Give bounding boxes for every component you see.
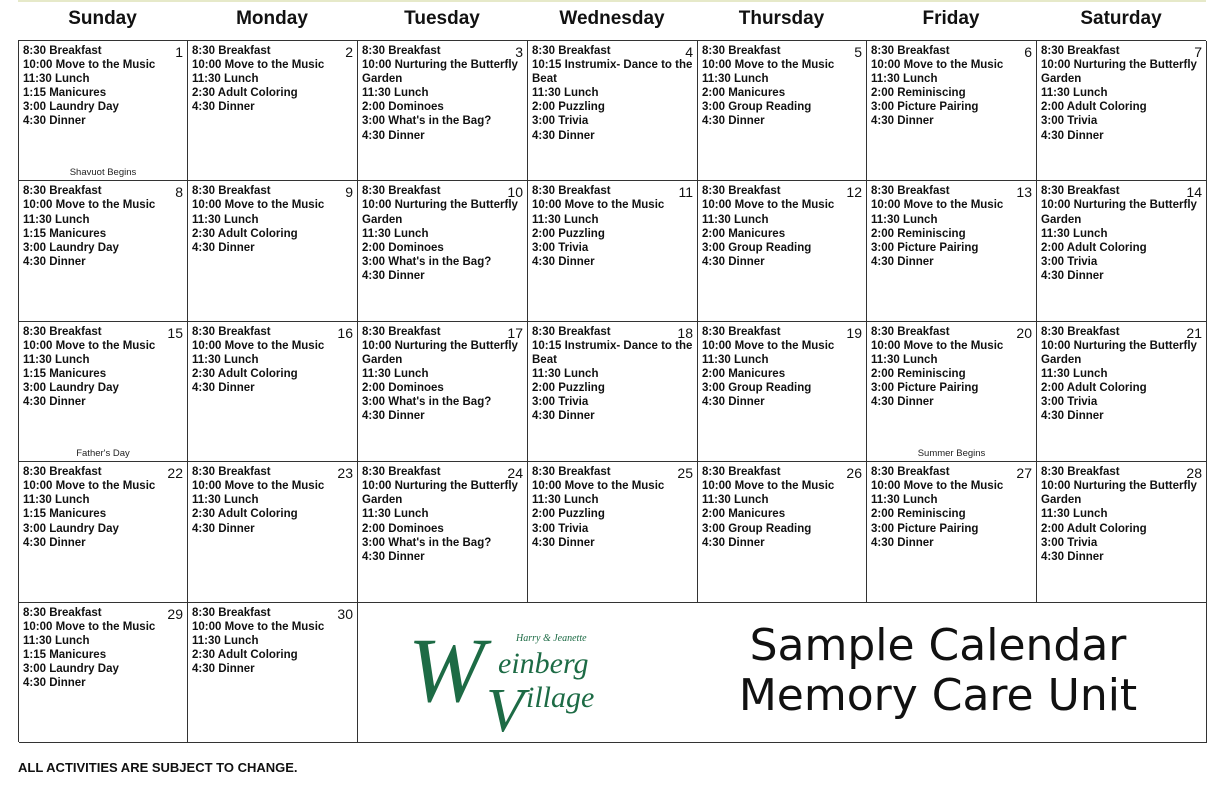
date-number: 22 bbox=[167, 465, 183, 482]
activity-item: 11:30 Lunch bbox=[23, 213, 90, 226]
activity-item: 4:30 Dinner bbox=[702, 396, 765, 409]
date-number: 13 bbox=[1016, 184, 1032, 201]
activity-item: 4:30 Dinner bbox=[702, 255, 765, 268]
activity-item: 2:00 Manicures bbox=[702, 87, 786, 100]
activity-item: 1:15 Manicures bbox=[23, 87, 107, 100]
logo-village: illage bbox=[526, 680, 595, 714]
activity-item: 10:00 Move to the Music bbox=[192, 199, 325, 212]
activity-item: 11:30 Lunch bbox=[362, 227, 429, 240]
activity-item: 3:00 Trivia bbox=[1041, 536, 1098, 549]
activity-item: 10:00 Move to the Music bbox=[871, 59, 1004, 72]
activity-item: 10:00 Move to the Music bbox=[702, 59, 835, 72]
activity-item: 3:00 Trivia bbox=[532, 522, 589, 535]
calendar-title bbox=[658, 621, 1218, 721]
activity-item: 2:00 Reminiscing bbox=[871, 87, 966, 100]
activity-item: 8:30 Breakfast bbox=[1041, 45, 1120, 57]
activity-item: 11:30 Lunch bbox=[1041, 87, 1108, 100]
date-number: 29 bbox=[167, 605, 183, 622]
day-friday: Friday bbox=[922, 8, 980, 29]
activity-item: 4:30 Dinner bbox=[362, 269, 425, 282]
weekday-header bbox=[18, 4, 1206, 38]
activity-item: 8:30 Breakfast bbox=[362, 185, 441, 198]
day-cell bbox=[528, 322, 698, 462]
activity-item: 11:30 Lunch bbox=[871, 73, 938, 86]
activity-item: 11:30 Lunch bbox=[192, 213, 259, 226]
activity-item: 8:30 Breakfast bbox=[532, 466, 611, 479]
activity-item: 11:30 Lunch bbox=[871, 494, 938, 507]
activity-item: 3:00 Trivia bbox=[1041, 396, 1098, 409]
calendar-grid bbox=[18, 40, 1206, 742]
day-cell bbox=[188, 41, 358, 181]
activity-item: 10:00 Move to the Music bbox=[532, 480, 665, 493]
date-number: 30 bbox=[337, 605, 353, 622]
calendar-banner bbox=[358, 603, 1207, 743]
date-number: 12 bbox=[846, 184, 862, 201]
activity-item: 4:30 Dinner bbox=[23, 115, 86, 128]
day-cell bbox=[867, 41, 1037, 181]
activity-item: 4:30 Dinner bbox=[702, 115, 765, 128]
activity-item: 8:30 Breakfast bbox=[702, 45, 781, 57]
activity-item: 10:00 Nurturing the Butterfly Garden bbox=[362, 480, 518, 507]
activity-item: 3:00 Group Reading bbox=[702, 382, 812, 395]
date-number: 23 bbox=[337, 465, 353, 482]
day-cell bbox=[19, 603, 188, 743]
activity-item: 2:00 Reminiscing bbox=[871, 508, 966, 521]
day-cell bbox=[698, 322, 867, 462]
activity-item: 2:00 Dominoes bbox=[362, 101, 444, 114]
day-cell bbox=[528, 462, 698, 602]
day-cell bbox=[1037, 41, 1207, 181]
date-number: 19 bbox=[846, 324, 862, 341]
activity-item: 4:30 Dinner bbox=[1041, 410, 1104, 423]
activity-item: 10:00 Move to the Music bbox=[192, 620, 325, 633]
activity-item: 8:30 Breakfast bbox=[23, 185, 102, 198]
activity-item: 11:30 Lunch bbox=[23, 73, 90, 86]
activity-item: 10:00 Move to the Music bbox=[192, 59, 325, 72]
activity-item: 11:30 Lunch bbox=[532, 368, 599, 381]
day-cell bbox=[528, 41, 698, 181]
activity-item: 4:30 Dinner bbox=[23, 396, 86, 409]
day-cell bbox=[19, 462, 188, 602]
activity-item: 11:30 Lunch bbox=[192, 634, 259, 647]
activity-item: 10:00 Move to the Music bbox=[702, 339, 835, 352]
activity-item: 11:30 Lunch bbox=[532, 494, 599, 507]
footer-disclaimer: ALL ACTIVITIES ARE SUBJECT TO CHANGE. bbox=[18, 760, 298, 775]
activity-item: 10:00 Nurturing the Butterfly Garden bbox=[362, 199, 518, 226]
activity-item: 10:00 Move to the Music bbox=[192, 480, 325, 493]
date-number: 2 bbox=[345, 44, 353, 60]
activity-item: 3:00 Picture Pairing bbox=[871, 522, 979, 535]
activity-item: 10:00 Nurturing the Butterfly Garden bbox=[1041, 59, 1197, 86]
activity-item: 8:30 Breakfast bbox=[702, 325, 781, 338]
day-saturday: Saturday bbox=[1080, 8, 1162, 29]
holiday-note: Summer Begins bbox=[917, 448, 986, 460]
date-number: 24 bbox=[507, 465, 523, 482]
day-cell bbox=[867, 322, 1037, 462]
activity-item: 3:00 Group Reading bbox=[702, 101, 812, 114]
activity-item: 4:30 Dinner bbox=[362, 410, 425, 423]
day-wednesday: Wednesday bbox=[559, 8, 665, 29]
activity-item: 3:00 Trivia bbox=[532, 115, 589, 128]
activity-item: 8:30 Breakfast bbox=[362, 45, 441, 57]
activity-item: 2:00 Dominoes bbox=[362, 382, 444, 395]
activity-item: 11:30 Lunch bbox=[362, 508, 429, 521]
activity-item: 3:00 What's in the Bag? bbox=[362, 536, 492, 549]
activity-item: 8:30 Breakfast bbox=[532, 185, 611, 198]
activity-item: 10:00 Move to the Music bbox=[871, 339, 1004, 352]
activity-item: 4:30 Dinner bbox=[362, 550, 425, 563]
activity-item: 8:30 Breakfast bbox=[23, 45, 102, 57]
title-line-1: Sample Calendar bbox=[749, 619, 1127, 671]
activity-item: 3:00 Laundry Day bbox=[23, 662, 119, 675]
activity-item: 3:00 Group Reading bbox=[702, 522, 812, 535]
activity-item: 10:00 Move to the Music bbox=[23, 480, 156, 493]
activity-item: 11:30 Lunch bbox=[23, 634, 90, 647]
day-cell bbox=[19, 41, 188, 181]
activity-item: 10:00 Nurturing the Butterfly Garden bbox=[362, 59, 518, 86]
activity-item: 3:00 Trivia bbox=[532, 241, 589, 254]
activity-item: 4:30 Dinner bbox=[23, 677, 86, 690]
activity-item: 10:15 Instrumix- Dance to the Beat bbox=[532, 339, 693, 366]
activity-item: 4:30 Dinner bbox=[871, 115, 934, 128]
weinberg-village-logo bbox=[398, 611, 608, 739]
activity-item: 2:30 Adult Coloring bbox=[192, 508, 298, 521]
activity-item: 11:30 Lunch bbox=[1041, 227, 1108, 240]
activity-item: 2:30 Adult Coloring bbox=[192, 87, 298, 100]
activity-item: 8:30 Breakfast bbox=[871, 466, 950, 479]
activity-item: 8:30 Breakfast bbox=[702, 185, 781, 198]
activity-item: 2:00 Adult Coloring bbox=[1041, 241, 1147, 254]
activity-item: 3:00 What's in the Bag? bbox=[362, 115, 492, 128]
activity-item: 4:30 Dinner bbox=[532, 536, 595, 549]
day-cell bbox=[19, 322, 188, 462]
day-cell bbox=[698, 41, 867, 181]
day-cell bbox=[698, 181, 867, 321]
activity-item: 3:00 Trivia bbox=[1041, 115, 1098, 128]
activity-item: 4:30 Dinner bbox=[1041, 269, 1104, 282]
activity-item: 4:30 Dinner bbox=[871, 396, 934, 409]
activity-item: 8:30 Breakfast bbox=[1041, 325, 1120, 338]
activity-item: 11:30 Lunch bbox=[871, 353, 938, 366]
activity-item: 8:30 Breakfast bbox=[871, 45, 950, 57]
activity-item: 3:00 Trivia bbox=[532, 396, 589, 409]
activity-item: 4:30 Dinner bbox=[192, 382, 255, 395]
date-number: 20 bbox=[1016, 324, 1032, 341]
activity-item: 2:00 Puzzling bbox=[532, 508, 605, 521]
date-number: 4 bbox=[685, 44, 693, 60]
activity-item: 2:30 Adult Coloring bbox=[192, 648, 298, 661]
activity-item: 4:30 Dinner bbox=[871, 536, 934, 549]
activity-item: 3:00 Laundry Day bbox=[23, 241, 119, 254]
activity-item: 8:30 Breakfast bbox=[871, 325, 950, 338]
activity-item: 4:30 Dinner bbox=[532, 255, 595, 268]
activity-item: 3:00 What's in the Bag? bbox=[362, 396, 492, 409]
activity-item: 10:00 Nurturing the Butterfly Garden bbox=[1041, 339, 1197, 366]
activity-item: 8:30 Breakfast bbox=[702, 466, 781, 479]
activity-item: 2:30 Adult Coloring bbox=[192, 368, 298, 381]
date-number: 11 bbox=[678, 184, 693, 201]
activity-item: 11:30 Lunch bbox=[192, 494, 259, 507]
activity-item: 2:00 Dominoes bbox=[362, 241, 444, 254]
activity-item: 8:30 Breakfast bbox=[532, 45, 611, 57]
date-number: 18 bbox=[677, 324, 693, 341]
activity-item: 11:30 Lunch bbox=[702, 73, 769, 86]
activity-item: 2:00 Adult Coloring bbox=[1041, 382, 1147, 395]
day-tuesday: Tuesday bbox=[404, 8, 480, 29]
activity-item: 2:00 Manicures bbox=[702, 368, 786, 381]
day-cell bbox=[188, 462, 358, 602]
activity-item: 11:30 Lunch bbox=[192, 353, 259, 366]
date-number: 27 bbox=[1016, 465, 1032, 482]
activity-item: 2:00 Manicures bbox=[702, 227, 786, 240]
activity-item: 8:30 Breakfast bbox=[362, 466, 441, 479]
activity-item: 10:00 Move to the Music bbox=[532, 199, 665, 212]
activity-item: 3:00 Group Reading bbox=[702, 241, 812, 254]
day-cell bbox=[867, 181, 1037, 321]
day-cell bbox=[188, 322, 358, 462]
activity-item: 11:30 Lunch bbox=[1041, 368, 1108, 381]
activity-item: 4:30 Dinner bbox=[192, 241, 255, 254]
date-number: 7 bbox=[1194, 44, 1202, 60]
activity-item: 8:30 Breakfast bbox=[23, 325, 102, 338]
activity-item: 10:00 Move to the Music bbox=[23, 620, 156, 633]
activity-item: 11:30 Lunch bbox=[702, 494, 769, 507]
day-cell bbox=[358, 41, 528, 181]
activity-item: 10:00 Move to the Music bbox=[871, 480, 1004, 493]
activity-item: 10:15 Instrumix- Dance to the Beat bbox=[532, 59, 693, 86]
activity-item: 11:30 Lunch bbox=[23, 353, 90, 366]
logo-small-text: Harry & Jeanette bbox=[516, 632, 587, 644]
date-number: 5 bbox=[854, 44, 862, 60]
activity-item: 10:00 Move to the Music bbox=[871, 199, 1004, 212]
activity-item: 8:30 Breakfast bbox=[192, 45, 271, 57]
activity-item: 1:15 Manicures bbox=[23, 227, 107, 240]
top-rule bbox=[18, 0, 1206, 2]
activity-item: 8:30 Breakfast bbox=[1041, 185, 1120, 198]
activity-item: 3:00 What's in the Bag? bbox=[362, 255, 492, 268]
activity-item: 4:30 Dinner bbox=[23, 255, 86, 268]
activity-item: 2:00 Manicures bbox=[702, 508, 786, 521]
activity-item: 2:00 Puzzling bbox=[532, 382, 605, 395]
logo-initial-w: W bbox=[408, 618, 485, 721]
date-number: 15 bbox=[167, 324, 183, 341]
activity-item: 3:00 Laundry Day bbox=[23, 522, 119, 535]
activity-item: 11:30 Lunch bbox=[871, 213, 938, 226]
activity-item: 2:00 Puzzling bbox=[532, 227, 605, 240]
activity-item: 2:30 Adult Coloring bbox=[192, 227, 298, 240]
day-cell bbox=[1037, 181, 1207, 321]
activity-item: 4:30 Dinner bbox=[362, 129, 425, 142]
activity-item: 8:30 Breakfast bbox=[362, 325, 441, 338]
date-number: 9 bbox=[345, 184, 353, 201]
activity-item: 8:30 Breakfast bbox=[532, 325, 611, 338]
activity-item: 4:30 Dinner bbox=[871, 255, 934, 268]
activity-item: 3:00 Picture Pairing bbox=[871, 101, 979, 114]
holiday-note: Shavuot Begins bbox=[69, 167, 137, 179]
activity-item: 2:00 Reminiscing bbox=[871, 368, 966, 381]
day-monday: Monday bbox=[236, 8, 308, 29]
day-cell bbox=[867, 462, 1037, 602]
activity-item: 4:30 Dinner bbox=[192, 662, 255, 675]
activity-item: 11:30 Lunch bbox=[532, 87, 599, 100]
day-sunday: Sunday bbox=[68, 8, 137, 29]
date-number: 14 bbox=[1186, 184, 1202, 201]
activity-item: 8:30 Breakfast bbox=[1041, 466, 1120, 479]
logo-weinberg: einberg bbox=[498, 646, 589, 680]
day-cell bbox=[358, 462, 528, 602]
activity-item: 10:00 Move to the Music bbox=[23, 59, 156, 72]
date-number: 6 bbox=[1024, 44, 1032, 60]
activity-item: 2:00 Puzzling bbox=[532, 101, 605, 114]
date-number: 8 bbox=[175, 184, 183, 201]
title-line-2: Memory Care Unit bbox=[738, 669, 1138, 721]
activity-item: 3:00 Picture Pairing bbox=[871, 241, 979, 254]
activity-item: 4:30 Dinner bbox=[532, 129, 595, 142]
activity-item: 11:30 Lunch bbox=[702, 353, 769, 366]
activity-item: 8:30 Breakfast bbox=[23, 606, 102, 619]
activity-item: 3:00 Laundry Day bbox=[23, 101, 119, 114]
day-thursday: Thursday bbox=[738, 8, 825, 29]
activity-item: 3:00 Trivia bbox=[1041, 255, 1098, 268]
activity-item: 1:15 Manicures bbox=[23, 648, 107, 661]
activity-item: 8:30 Breakfast bbox=[192, 325, 271, 338]
date-number: 28 bbox=[1186, 465, 1202, 482]
activity-item: 10:00 Move to the Music bbox=[702, 199, 835, 212]
activity-item: 10:00 Move to the Music bbox=[23, 199, 156, 212]
day-cell bbox=[19, 181, 188, 321]
day-cell bbox=[358, 322, 528, 462]
date-number: 21 bbox=[1186, 324, 1202, 341]
activity-item: 4:30 Dinner bbox=[1041, 550, 1104, 563]
activity-item: 4:30 Dinner bbox=[192, 101, 255, 114]
activity-item: 2:00 Dominoes bbox=[362, 522, 444, 535]
date-number: 16 bbox=[337, 324, 353, 341]
day-cell bbox=[358, 181, 528, 321]
activity-item: 8:30 Breakfast bbox=[23, 466, 102, 479]
activity-item: 1:15 Manicures bbox=[23, 508, 107, 521]
activity-item: 8:30 Breakfast bbox=[871, 185, 950, 198]
activity-item: 4:30 Dinner bbox=[1041, 129, 1104, 142]
day-cell bbox=[1037, 462, 1207, 602]
date-number: 26 bbox=[846, 465, 862, 482]
activity-item: 10:00 Move to the Music bbox=[702, 480, 835, 493]
activity-item: 4:30 Dinner bbox=[23, 536, 86, 549]
activity-item: 4:30 Dinner bbox=[192, 522, 255, 535]
activity-item: 11:30 Lunch bbox=[362, 87, 429, 100]
date-number: 3 bbox=[515, 44, 523, 60]
activity-item: 8:30 Breakfast bbox=[192, 606, 271, 619]
date-number: 1 bbox=[175, 44, 183, 60]
activity-item: 11:30 Lunch bbox=[702, 213, 769, 226]
activity-item: 1:15 Manicures bbox=[23, 368, 107, 381]
activity-item: 3:00 Laundry Day bbox=[23, 382, 119, 395]
activity-item: 4:30 Dinner bbox=[702, 536, 765, 549]
date-number: 25 bbox=[677, 465, 693, 482]
activity-item: 10:00 Nurturing the Butterfly Garden bbox=[362, 339, 518, 366]
date-number: 10 bbox=[507, 184, 523, 201]
activity-item: 2:00 Reminiscing bbox=[871, 227, 966, 240]
activity-item: 2:00 Adult Coloring bbox=[1041, 101, 1147, 114]
activity-item: 11:30 Lunch bbox=[532, 213, 599, 226]
activity-item: 10:00 Nurturing the Butterfly Garden bbox=[1041, 480, 1197, 507]
activity-item: 3:00 Picture Pairing bbox=[871, 382, 979, 395]
activity-item: 10:00 Move to the Music bbox=[23, 339, 156, 352]
activity-item: 2:00 Adult Coloring bbox=[1041, 522, 1147, 535]
activity-item: 4:30 Dinner bbox=[532, 410, 595, 423]
activity-item: 8:30 Breakfast bbox=[192, 466, 271, 479]
activity-item: 11:30 Lunch bbox=[1041, 508, 1108, 521]
activity-item: 11:30 Lunch bbox=[23, 494, 90, 507]
logo-initial-v: V bbox=[486, 676, 524, 739]
day-cell bbox=[188, 181, 358, 321]
day-cell bbox=[528, 181, 698, 321]
holiday-note: Father's Day bbox=[76, 448, 130, 460]
day-cell bbox=[698, 462, 867, 602]
day-cell bbox=[188, 603, 358, 743]
activity-item: 8:30 Breakfast bbox=[192, 185, 271, 198]
activity-item: 11:30 Lunch bbox=[362, 368, 429, 381]
activity-item: 11:30 Lunch bbox=[192, 73, 259, 86]
activity-item: 10:00 Move to the Music bbox=[192, 339, 325, 352]
date-number: 17 bbox=[507, 324, 523, 341]
activity-item: 10:00 Nurturing the Butterfly Garden bbox=[1041, 199, 1197, 226]
day-cell bbox=[1037, 322, 1207, 462]
